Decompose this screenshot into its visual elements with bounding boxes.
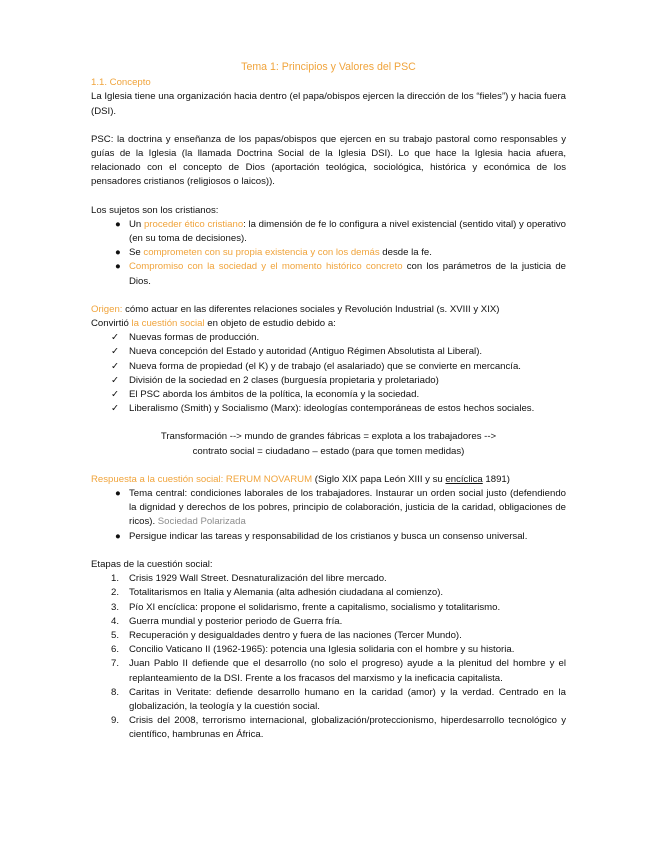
list-item: ✓ El PSC aborda los ámbitos de la política, la economía y la sociedad. — [91, 388, 566, 402]
bullet-icon: ● — [115, 218, 121, 230]
checkmark-icon: ✓ — [111, 360, 120, 372]
stages-intro: Etapas de la cuestión social: — [91, 558, 213, 570]
list-item: ✓ Nuevas formas de producción. — [91, 331, 566, 345]
checkmark-icon: ✓ — [111, 346, 120, 358]
document-page — [91, 60, 566, 743]
section-heading: 1.1. Concepto — [91, 77, 151, 89]
paragraph-psc: PSC: la doctrina y enseñanza de los papas/obispos que ejercen en su trabajo pastoral como responsables y guías de la Iglesia (la llamada Doctrina Social de la Iglesia DSI). Lo que hace la Iglesia hacia afuera, relacionado con el concepto de Dios (aportación teológica, sociológica, histórica y económica de los pensadores cristianos (religiosos o laicos)). — [91, 133, 566, 188]
checkmark-icon: ✓ — [111, 332, 120, 344]
bullet-icon: ● — [115, 247, 121, 259]
list-item: ● Se comprometen con su propia existencia y con los demás desde la fe. — [91, 246, 566, 260]
page-title: Tema 1: Principios y Valores del PSC — [241, 61, 416, 73]
list-item: 9. Crisis del 2008, terrorismo internacional, globalización/proteccionismo, hiperdesarrollo tecnológico y científico, hambrunas en África. — [111, 715, 566, 741]
transformation-line-1: Transformación --> mundo de grandes fábricas = explota a los trabajadores --> — [160, 431, 497, 443]
list-item: ✓ División de la sociedad en 2 clases (burguesía propietaria y proletariado) — [91, 374, 566, 388]
subjects-list — [91, 218, 566, 289]
stages-list — [91, 572, 566, 742]
list-item: ● Compromiso con la sociedad y el momento histórico concreto con los parámetros de la justicia de Dios. — [115, 261, 566, 287]
checkmark-icon: ✓ — [111, 374, 120, 386]
list-item: 6. Concilio Vaticano II (1962-1965): potencia una Iglesia solidaria con el hombre y su historia. — [111, 644, 515, 656]
list-item: ● Tema central: condiciones laborales de los trabajadores. Instaurar un orden social justo (defendiendo la dignidad y derechos de los pobres, principio de colaboración, justicia de la caridad, obligaciones de ricos). Sociedad Polarizada — [115, 488, 566, 528]
bullet-icon: ● — [115, 261, 121, 273]
response-list — [91, 487, 566, 544]
bullet-icon: ● — [115, 488, 121, 500]
origin-line: Origen: cómo actuar en las diferentes relaciones sociales y Revolución Industrial (s. XVIII y XIX) — [91, 303, 500, 315]
list-item: ● Un proceder ético cristiano: la dimensión de fe lo configura a nivel existencial (sentido vital) y operativo (en su toma de decisiones). — [115, 218, 566, 245]
list-item: ✓ Nueva concepción del Estado y autoridad (Antiguo Régimen Absolutista al Liberal). — [91, 345, 566, 359]
list-item: ● Persigue indicar las tareas y responsabilidad de los cristianos y busca un consenso universal. — [91, 530, 566, 544]
checkmark-icon: ✓ — [111, 403, 120, 415]
list-item: 3. Pío XI encíclica: propone el solidarismo, frente a capitalismo, socialismo y totalitarismo. — [111, 601, 501, 613]
subjects-intro: Los sujetos son los cristianos: — [91, 204, 219, 216]
list-item: 4. Guerra mundial y posterior periodo de Guerra fría. — [111, 615, 343, 627]
checkmark-icon: ✓ — [111, 389, 120, 401]
list-item: 8. Caritas in Veritate: defiende desarrollo humano en la caridad (amor) y la verdad. Centrado en la globalización, la teología y la cuestión social. — [111, 686, 566, 712]
transformation-line-2: contrato social = ciudadano – estado (para que tomen medidas) — [192, 445, 465, 457]
paragraph-iglesia: La Iglesia tiene una organización hacia dentro (el papa/obispos ejercen la dirección de los “fieles”) y hacia fuera (DSI). — [91, 91, 566, 117]
list-item: 7. Juan Pablo II defiende que el desarrollo (no solo el progreso) ayude a la plenitud del hombre y el replanteamiento de la DSI. Frente a los fracasos del marxismo y la ineficacia capitalista. — [111, 658, 566, 684]
list-item: 1. Crisis 1929 Wall Street. Desnaturalización del libre mercado. — [111, 573, 387, 585]
list-item: ✓ Liberalismo (Smith) y Socialismo (Marx): ideologías contemporáneas de estos hechos sociales. — [91, 402, 566, 416]
list-item: ✓ Nueva forma de propiedad (el K) y de trabajo (el asalariado) que se convierte en mercancía. — [91, 360, 566, 374]
bullet-icon: ● — [115, 530, 121, 542]
checklist — [91, 331, 566, 416]
list-item: 2. Totalitarismos en Italia y Alemania (alta adhesión ciudadana al comienzo). — [111, 587, 444, 599]
list-item: 5. Recuperación y desigualdades dentro y fuera de las naciones (Tercer Mundo). — [111, 629, 462, 641]
origin-line-2: Convirtió la cuestión social en objeto de estudio debido a: — [91, 318, 336, 330]
response-heading: Respuesta a la cuestión social: RERUM NOVARUM (Siglo XIX papa León XIII y su encíclica 1891) — [91, 473, 510, 485]
